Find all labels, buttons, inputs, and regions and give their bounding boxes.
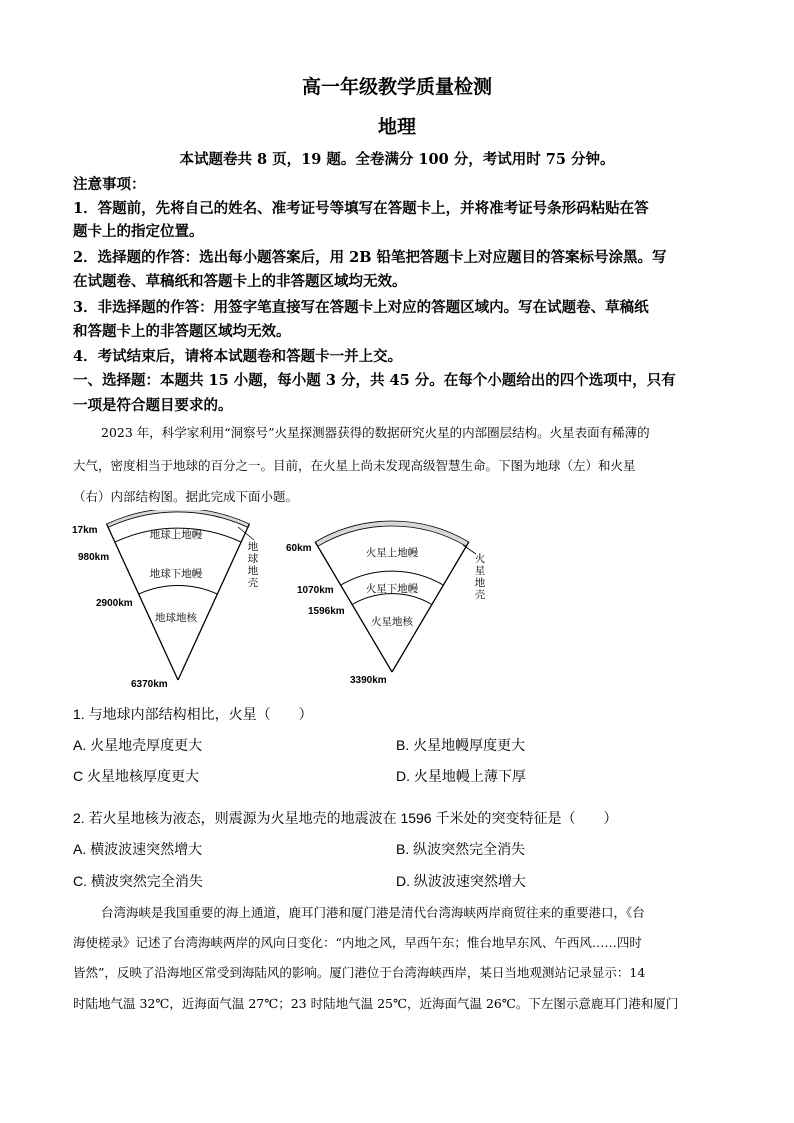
- subject-title: 地理: [377, 116, 416, 138]
- mars-depth-label: 1070km: [297, 585, 334, 596]
- mars-right-edge: [392, 542, 469, 672]
- notice-line: 在试题卷、草稿纸和答题卡上的非答题区域均无效。: [73, 273, 407, 290]
- question-1-option-c: C 火星地核厚度更大: [73, 768, 199, 784]
- earth-depth-label: 980km: [78, 552, 110, 563]
- mars-crust-label-char: 星: [474, 565, 486, 577]
- passage-line: 海使槎录》记述了台湾海峡两岸的风向日变化：“内地之风，早西午东；惟台地早东风、午西风……四时: [73, 935, 642, 950]
- question-2-option-c: C. 横波突然完全消失: [73, 873, 203, 889]
- passage-line: 台湾海峡是我国重要的海上通道，鹿耳门港和厦门港是清代台湾海峡两岸商贸往来的重要港口，《台: [101, 905, 645, 920]
- earth-crust-label-char: 地: [247, 565, 259, 577]
- earth-diagram: [72, 510, 259, 690]
- mars-boundary-1596km: [352, 594, 432, 605]
- notice-line: 1．答题前，先将自己的姓名、准考证号等填写在答题卡上，并将准考证号条形码粘贴在答: [73, 200, 649, 217]
- mars-layer-label: 火星地核: [371, 616, 413, 628]
- question-1-option-a: A. 火星地壳厚度更大: [73, 737, 203, 753]
- mars-depth-label: 60km: [286, 543, 312, 554]
- notice-line: 和答题卡上的非答题区域均无效。: [73, 323, 291, 340]
- mars-diagram: [286, 521, 486, 686]
- earth-depth-label: 2900km: [96, 598, 133, 609]
- passage-line: 皆然”，反映了沿海地区常受到海陆风的影响。厦门港位于台湾海峡西岸，某日当地观测站记录显示：14: [73, 965, 646, 980]
- earth-right-edge: [178, 524, 249, 680]
- exam-info: 本试题卷共 8 页，19 题。全卷满分 100 分，考试用时 75 分钟。: [179, 151, 615, 168]
- mars-crust-label-char: 火: [474, 553, 486, 565]
- interior-structure-figure: [0, 510, 794, 700]
- earth-layer-label: 地球地核: [155, 612, 197, 624]
- earth-crust-label-char: 球: [247, 553, 259, 565]
- exam-title: 高一年级教学质量检测: [301, 76, 492, 98]
- question-1-stem: 1. 与地球内部结构相比，火星（ ）: [73, 706, 313, 722]
- earth-layer-label: 地球上地幔: [149, 529, 203, 541]
- mars-depth-label: 3390km: [350, 675, 387, 686]
- mars-crust-band: [315, 521, 469, 546]
- question-1-option-b: B. 火星地幔厚度更大: [396, 737, 526, 753]
- earth-crust-band: [107, 510, 250, 527]
- mars-crust-label-char: 地: [474, 577, 486, 589]
- notice-heading: 注意事项：: [73, 176, 146, 193]
- question-2-option-b: B. 纵波突然完全消失: [396, 841, 526, 857]
- mars-crust-label-char: 壳: [474, 589, 486, 601]
- section-heading: 一项是符合题目要求的。: [73, 397, 233, 414]
- passage-line: （右）内部结构图。据此完成下面小题。: [73, 489, 299, 504]
- question-2-option-d: D. 纵波波速突然增大: [396, 873, 526, 889]
- question-1-option-d: D. 火星地幔上薄下厚: [396, 768, 526, 784]
- notice-line: 4．考试结束后，请将本试题卷和答题卡一并上交。: [73, 348, 403, 365]
- earth-crust-label-char: 地: [247, 541, 259, 553]
- earth-depth-label: 17km: [72, 525, 98, 536]
- earth-depth-label: 6370km: [131, 679, 168, 690]
- question-2-stem: 2. 若火星地核为液态，则震源为火星地壳的地震波在 1596 千米处的突变特征是（ ）: [73, 810, 618, 826]
- earth-boundary-2900km: [139, 586, 218, 595]
- notice-line: 3．非选择题的作答：用签字笔直接写在答题卡上对应的答题区域内。写在试题卷、草稿纸: [73, 299, 649, 316]
- question-2-option-a: A. 横波波速突然增大: [73, 841, 203, 857]
- earth-crust-label-char: 壳: [247, 577, 259, 589]
- mars-layer-label: 火星下地幔: [365, 583, 419, 595]
- earth-crust-pointer: [238, 527, 254, 540]
- mars-depth-label: 1596km: [308, 606, 345, 617]
- mars-layer-label: 火星上地幔: [365, 547, 419, 559]
- passage-line: 时陆地气温 32℃，近海面气温 27℃；23 时陆地气温 25℃，近海面气温 26℃。下左图示意鹿耳门港和厦门: [73, 996, 679, 1011]
- earth-layer-label: 地球下地幔: [149, 568, 203, 580]
- passage-line: 2023 年，科学家利用“洞察号”火星探测器获得的数据研究火星的内部圈层结构。火星表面有稀薄的: [101, 425, 650, 440]
- section-heading: 一、选择题：本题共 15 小题，每小题 3 分，共 45 分。在每个小题给出的四个选项中，只有: [73, 372, 676, 389]
- notice-line: 2．选择题的作答：选出每小题答案后，用 2B 铅笔把答题卡上对应题目的答案标号涂黑。写: [73, 249, 667, 266]
- passage-line: 大气，密度相当于地球的百分之一。目前，在火星上尚未发现高级智慧生命。下图为地球（左）和火星: [73, 458, 636, 473]
- notice-line: 题卡上的指定位置。: [73, 223, 204, 240]
